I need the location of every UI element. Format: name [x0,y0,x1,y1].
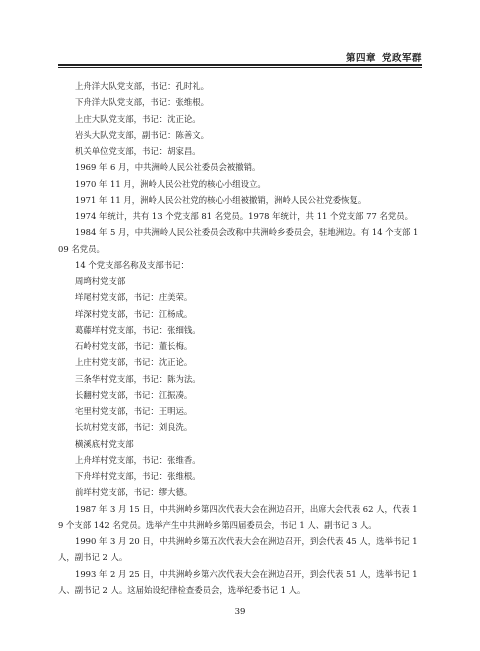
paragraph: 宅里村党支部，书记：王明运。 [75,406,193,416]
paragraph: 1990 年 3 月 20 日，中共洲岭乡第五次代表大会在洲边召开，到会代表 45 人，选举书记 1 人，副书记 2 人。 [58,536,418,563]
paragraph: 长坑村党支部，书记：刘良洗。 [75,422,193,433]
paragraph: 1974 年统计，共有 13 个党支部 81 名党员。1978 年统计，共 11 个党支部 77 名党员。 [75,211,413,221]
paragraph: 1993 年 2 月 25 日，中共洲岭乡第六次代表大会在洲边召开，到会代表 51 人，选举书记 1 人、副书记 2 人。这届始设纪律检查委员会，选举纪委书记 1 人。 [58,568,418,595]
header-rule-thin [58,67,422,68]
paragraph: 上舟洋大队党支部，书记：孔时礼。 [75,81,209,91]
paragraph: 葛藤垟村党支部，书记：张细钱。 [75,324,201,335]
running-header [58,50,422,64]
paragraph: 上庄村党支部，书记：沈正论。 [75,357,193,368]
paragraph: 垟深村党支部，书记：江杨成。 [75,308,193,319]
header-rule-thick [58,64,422,66]
paragraph: 1987 年 3 月 15 日，中共洲岭乡第四次代表大会在洲边召开，出席大会代表 62 人，代表 19 个支部 142 名党员。选举产生中共洲岭乡第四届委员会，书记 1 人、副书记 3 人。 [58,503,418,530]
paragraph: 长翻村党支部，书记：江振凑。 [75,389,193,400]
chapter-label: 第四章 [345,53,376,64]
paragraph: 横溪底村党支部 [75,438,134,449]
paragraph: 1970 年 11 月，洲岭人民公社党的核心小组设立。 [75,178,266,189]
paragraph: 石岭村党支部，书记：董长梅。 [75,341,193,351]
paragraph: 周塆村党支部 [75,276,126,286]
paragraph: 下舟垟村党支部，书记：张维根。 [75,471,201,481]
paragraph: 1969 年 6 月，中共洲岭人民公社委员会被撤销。 [75,162,261,173]
paragraph: 上舟垟村党支部，书记：张维香。 [75,454,201,465]
paragraph: 前垟村党支部，书记：缪大德。 [75,487,193,498]
paragraph: 14 个党支部名称及支部书记： [75,259,189,270]
chapter-title: 党政军群 [381,53,422,64]
page-body [58,78,422,598]
paragraph: 机关单位党支部，书记：胡家昌。 [75,146,201,156]
page-number: 39 [234,607,246,617]
paragraph: 下舟洋大队党支部，书记：张维根。 [75,97,209,108]
paragraph: 1984 年 5 月，中共洲岭人民公社委员会改称中共洲岭乡委员会，驻地洲边。有 14 个支部 109 名党员。 [58,227,419,254]
paragraph: 岩头大队党支部，副书记：陈善文。 [75,129,209,140]
paragraph: 上庄大队党支部，书记：沈正论。 [75,113,201,124]
paragraph: 三条华村党支部，书记：陈为法。 [75,373,201,384]
paragraph: 垟尾村党支部，书记：庄美荣。 [75,292,193,303]
paragraph: 1971 年 11 月，洲岭人民公社党的核心小组被撤销，洲岭人民公社党委恢复。 [75,194,367,205]
